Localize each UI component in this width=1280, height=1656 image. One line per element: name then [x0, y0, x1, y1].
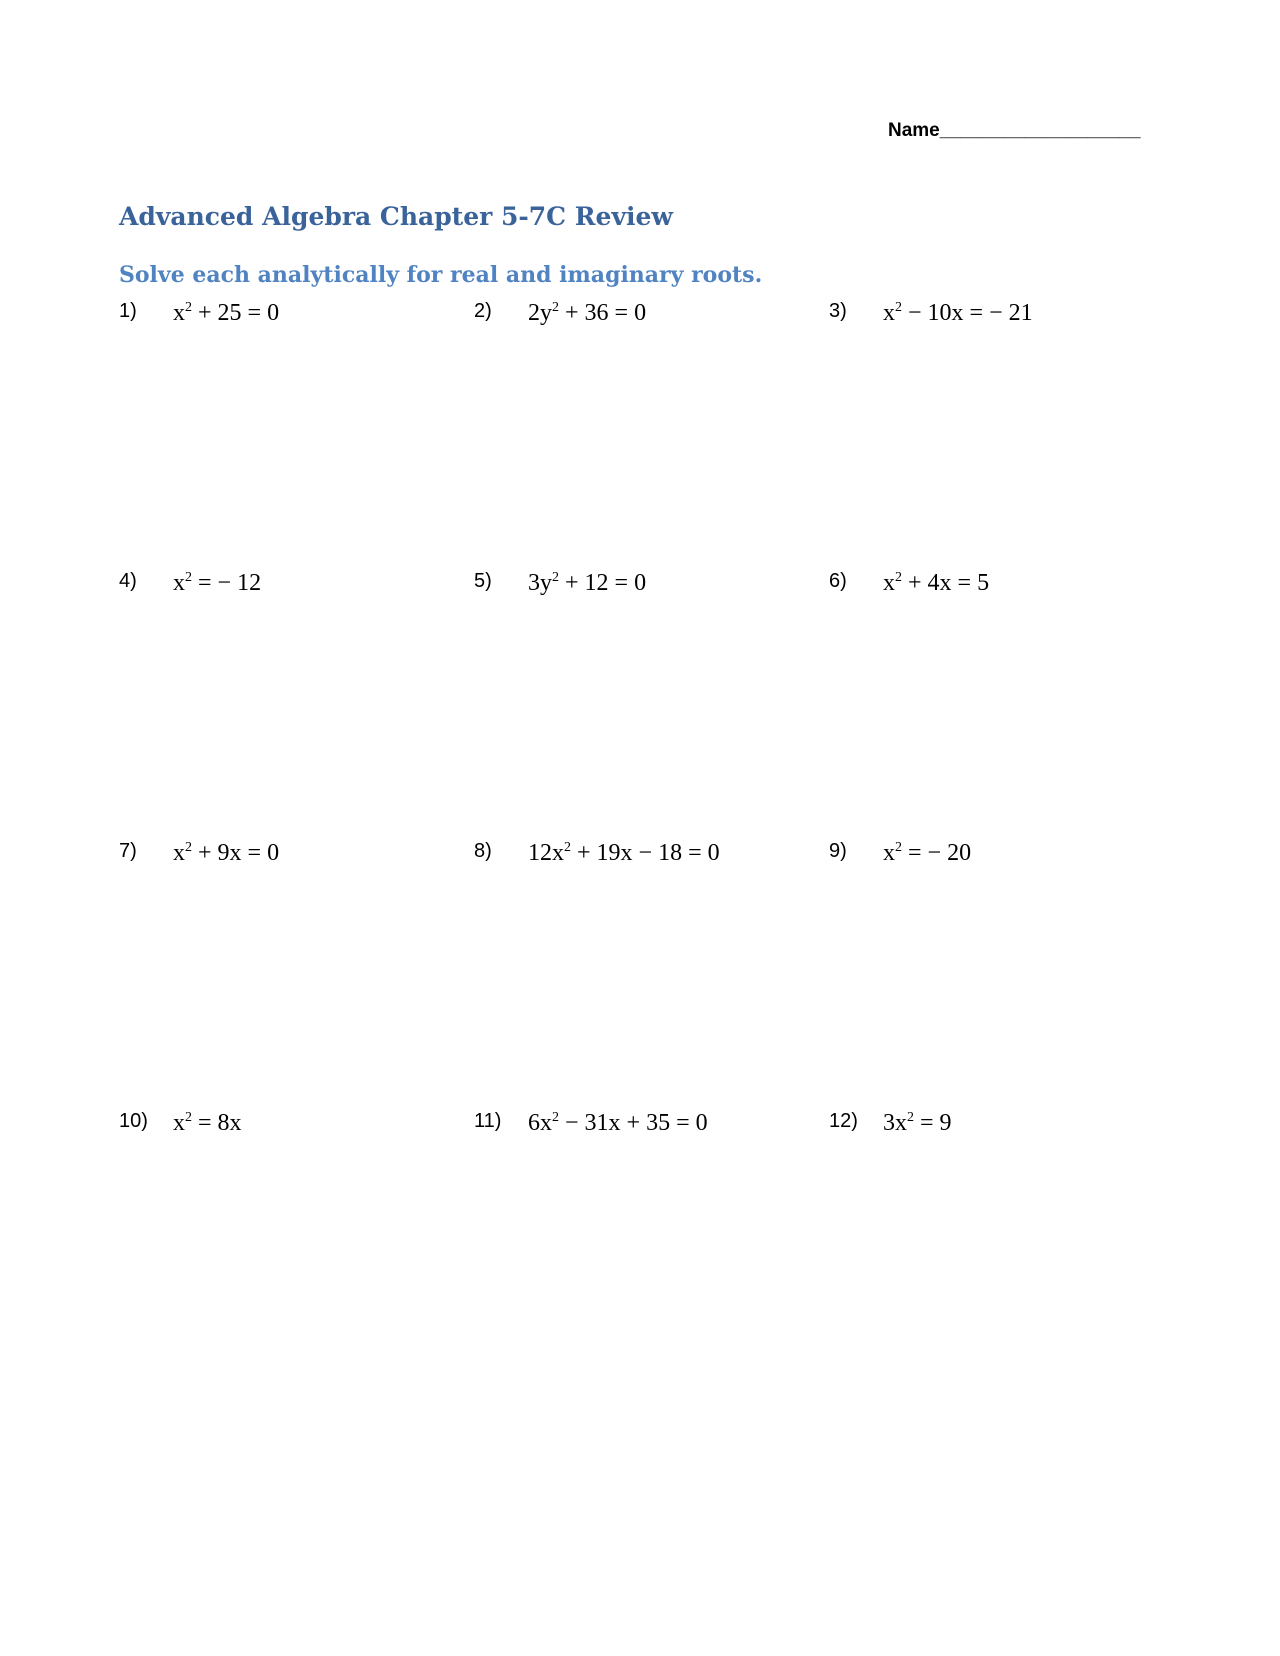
problem-number: 8) [474, 840, 492, 862]
equation: $x^2$ = − 20 [883, 840, 972, 866]
equation: $12x^2 + 19x - 18 = 0$ [528, 840, 720, 866]
equation: $x^2 + 9x = 0$ [173, 840, 280, 866]
equation: $3x^2 = 9$ [883, 1110, 952, 1136]
problem-number: 11) [474, 1110, 502, 1132]
equation: $3y^2 + 12 = 0$ [528, 570, 647, 596]
problem-number: 12) [829, 1110, 858, 1132]
problem-number: 5) [474, 570, 492, 592]
problem-number: 3) [829, 300, 847, 322]
problem-number: 4) [119, 570, 137, 592]
equation: $x^2 + 25 = 0$ [173, 300, 280, 326]
equation: $x^2 = 8x$ [173, 1110, 242, 1136]
problem-number: 10) [119, 1110, 148, 1132]
equation: $2y^2 + 36 = 0$ [528, 300, 647, 326]
name-label: Name [888, 120, 940, 141]
problem-number: 2) [474, 300, 492, 322]
equation: $6x^2 - 31x + 35 = 0$ [528, 1110, 708, 1136]
equation: $x^2 - 10x$ = − 21 [883, 300, 1033, 326]
problem-number: 1) [119, 300, 137, 322]
equation: $x^2$ = − 12 [173, 570, 262, 596]
problem-number: 9) [829, 840, 847, 862]
instructions-heading: Solve each analytically for real and imaginary roots. [119, 262, 763, 288]
problem-number: 7) [119, 840, 137, 862]
name-blank-line: ___________________ [939, 120, 1141, 141]
problem-number: 6) [829, 570, 847, 592]
page-title: Advanced Algebra Chapter 5-7C Review [119, 202, 673, 231]
equation: $x^2 + 4x = 5$ [883, 570, 990, 596]
name-field [888, 120, 1141, 142]
